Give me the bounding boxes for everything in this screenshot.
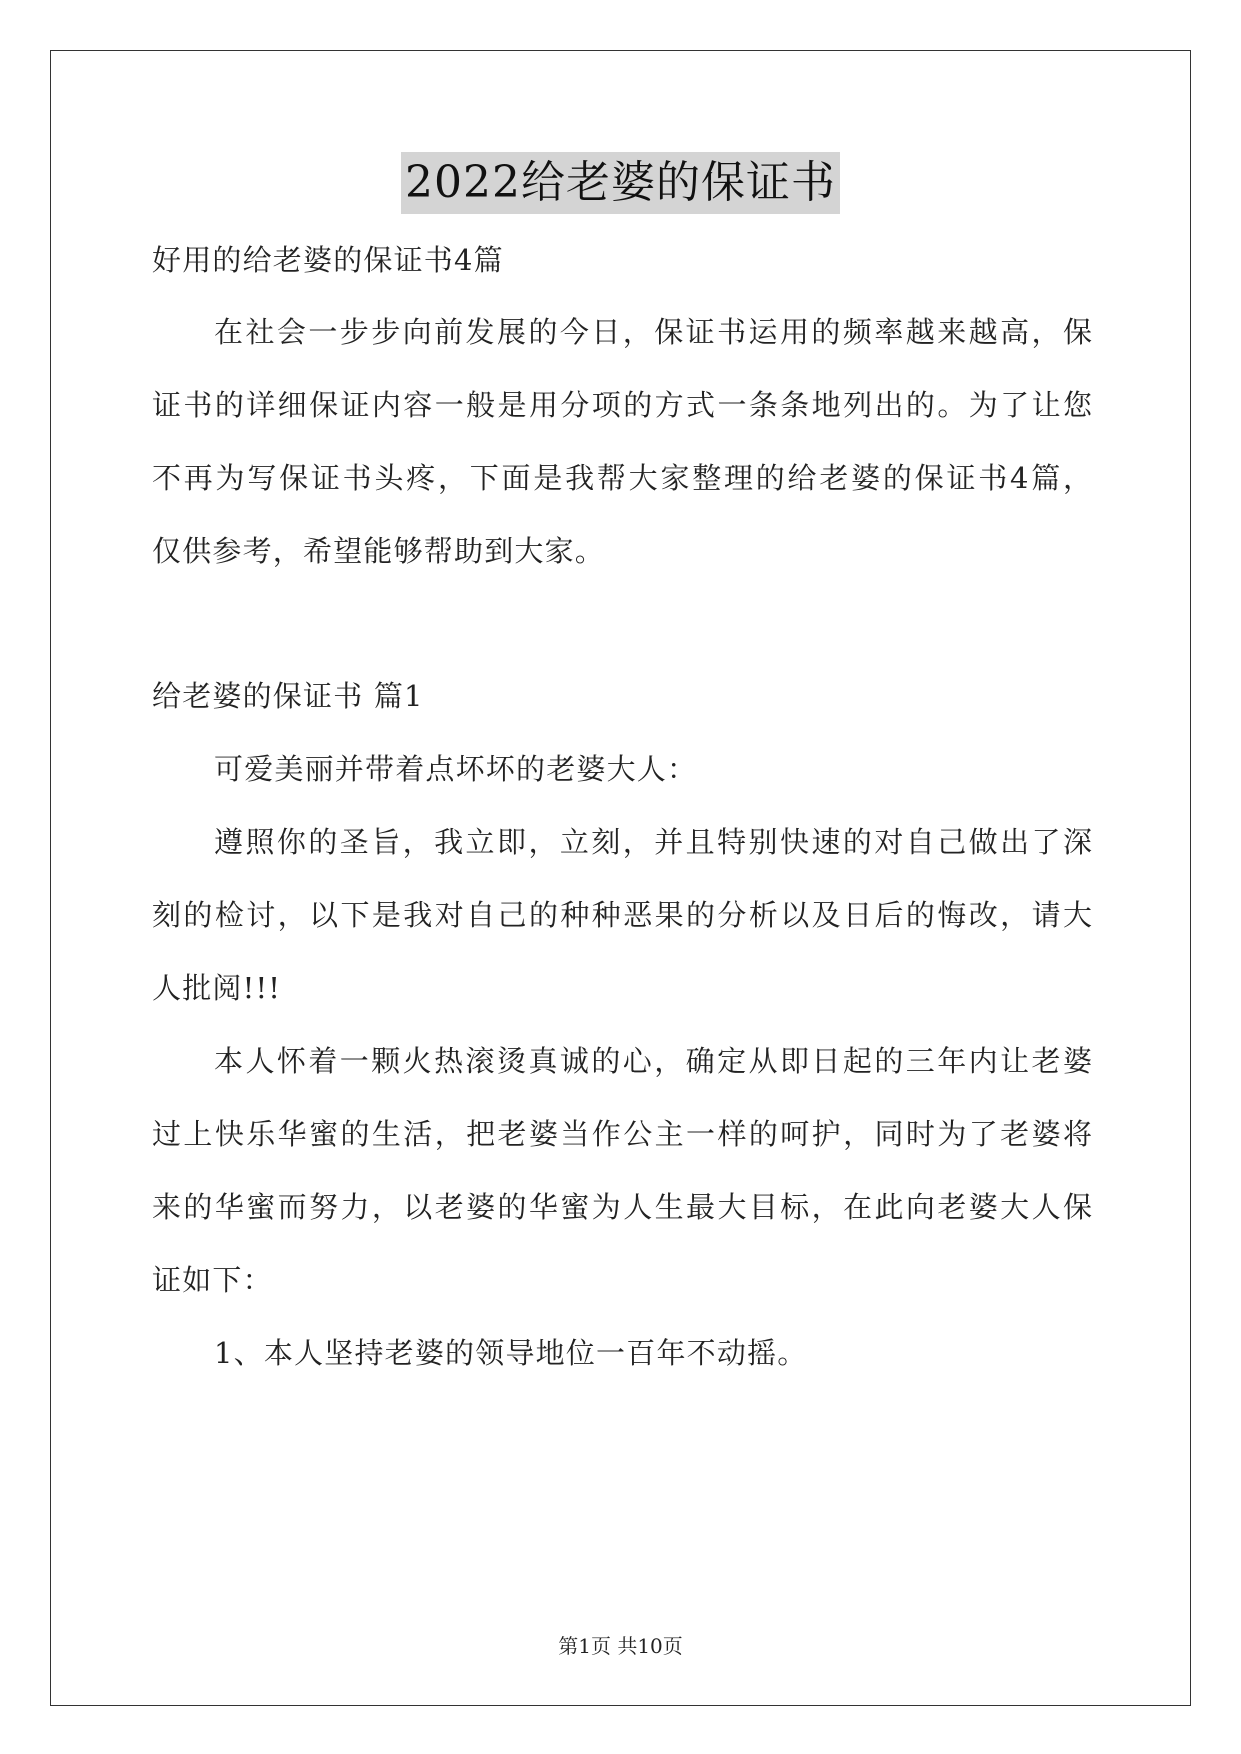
document-title: 2022给老婆的保证书 bbox=[401, 152, 840, 214]
intro-line-2: 证书的详细保证内容一般是用分项的方式一条条地列出的。为了让您 bbox=[152, 388, 1092, 422]
title-wrap bbox=[0, 152, 1241, 214]
item-1: 1、本人坚持老婆的领导地位一百年不动摇。 bbox=[214, 1336, 808, 1370]
paragraph1-line-3: 人批阅!!! bbox=[152, 971, 282, 1005]
page-footer: 第1页 共10页 bbox=[558, 1634, 683, 1658]
intro-line-1: 在社会一步步向前发展的今日，保证书运用的频率越来越高，保 bbox=[214, 315, 1092, 349]
paragraph2-line-1: 本人怀着一颗火热滚烫真诚的心，确定从即日起的三年内让老婆 bbox=[214, 1044, 1092, 1078]
subtitle: 好用的给老婆的保证书4篇 bbox=[152, 243, 504, 277]
section-heading: 给老婆的保证书 篇1 bbox=[152, 679, 424, 713]
page-border bbox=[50, 50, 1191, 1706]
salutation: 可爱美丽并带着点坏坏的老婆大人： bbox=[214, 752, 698, 786]
intro-line-4: 仅供参考，希望能够帮助到大家。 bbox=[152, 534, 606, 568]
paragraph1-line-2: 刻的检讨，以下是我对自己的种种恶果的分析以及日后的悔改，请大 bbox=[152, 898, 1092, 932]
intro-line-3: 不再为写保证书头疼，下面是我帮大家整理的给老婆的保证书4篇， bbox=[152, 461, 1092, 495]
paragraph2-line-2: 过上快乐华蜜的生活，把老婆当作公主一样的呵护，同时为了老婆将 bbox=[152, 1117, 1092, 1151]
paragraph1-line-1: 遵照你的圣旨，我立即，立刻，并且特别快速的对自己做出了深 bbox=[214, 825, 1092, 859]
paragraph2-line-3: 来的华蜜而努力，以老婆的华蜜为人生最大目标，在此向老婆大人保 bbox=[152, 1190, 1092, 1224]
paragraph2-line-4: 证如下： bbox=[152, 1263, 273, 1297]
